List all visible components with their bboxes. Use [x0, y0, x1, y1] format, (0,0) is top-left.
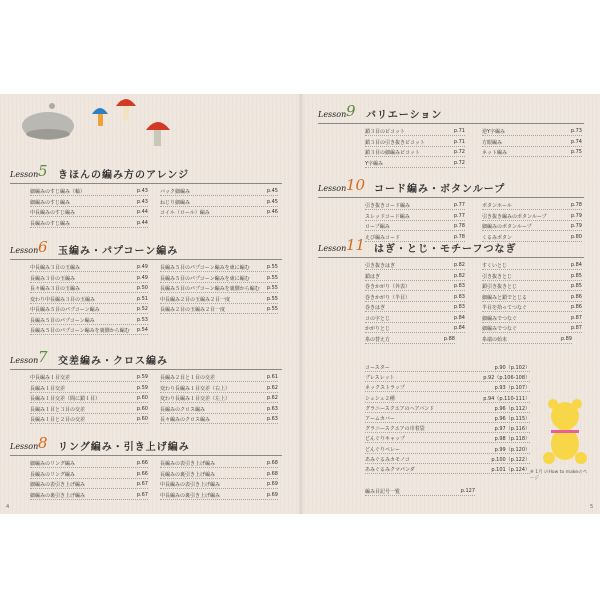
toc-item-page: p.60 [136, 405, 148, 412]
lesson-word: Lesson [318, 110, 347, 119]
beret-illustration [18, 96, 78, 144]
mushroom-illustrations [88, 94, 188, 154]
toc-item-label: 引き抜き編みのボタンループ [482, 213, 547, 220]
toc-item[interactable] [30, 296, 148, 304]
toc-item[interactable] [482, 304, 582, 312]
project-item[interactable] [365, 415, 530, 423]
toc-item-page: p.59 [136, 384, 148, 391]
toc-item-label: 長編み５目のパプコーン編みを東に編む [160, 275, 250, 282]
project-page: p.100（p.122） [491, 456, 530, 463]
toc-item-page: p.55 [266, 295, 278, 302]
toc-item-page: p.85 [570, 283, 582, 289]
toc-item[interactable] [160, 374, 278, 382]
toc-item-page: p.51 [136, 295, 148, 302]
toc-item-label: 細編みのすじ編み [30, 199, 71, 206]
toc-item[interactable] [30, 492, 148, 500]
toc-item-label: 鎖３目の引き抜きピコット [365, 139, 425, 146]
toc-item[interactable] [30, 395, 148, 403]
toc-item[interactable] [482, 273, 582, 281]
project-label: どんぐりキャップ [365, 436, 406, 443]
project-item[interactable] [365, 374, 530, 382]
toc-item-label: バック細編み [160, 189, 191, 195]
toc-item-page: p.60 [136, 416, 148, 422]
toc-item[interactable] [160, 199, 278, 207]
toc-item-label: 半目を拾ってつなぐ [482, 305, 528, 311]
toc-item-label: 長編み１目交差 [30, 385, 66, 392]
toc-item-label: Y字編み [365, 160, 384, 167]
toc-item-page: p.45 [266, 188, 278, 194]
toc-item-label: 細編みの裏引き上げ編み [30, 492, 86, 499]
toc-item[interactable] [160, 481, 278, 489]
toc-item-page: p.80 [570, 233, 582, 240]
toc-item-label: 細編みのボタンループ [482, 224, 532, 230]
lesson-word: Lesson [318, 244, 347, 253]
toc-item[interactable] [30, 317, 148, 325]
toc-item-label: 中長編みの表引き上げ編み [160, 482, 221, 488]
toc-item[interactable] [160, 188, 278, 196]
toc-item-label: 逆Y字編み [482, 129, 506, 135]
toc-item-page: p.67 [136, 481, 148, 487]
project-page: p.96（p.112） [494, 405, 530, 412]
toc-item-label: 方眼編み [482, 139, 503, 146]
toc-item-page: p.82 [453, 272, 465, 279]
lesson-number: 8 [38, 434, 48, 452]
toc-item-page: p.54 [136, 327, 148, 333]
toc-item-page: p.87 [570, 325, 582, 331]
toc-item-label: 長編みの裏引き上げ編み [160, 471, 216, 478]
toc-item-page: p.63 [266, 416, 278, 422]
project-item[interactable] [365, 384, 530, 392]
project-page: p.92（p.106-108） [483, 375, 530, 382]
project-page: p.94（p.110-111） [483, 395, 530, 402]
toc-item-label: 長編みのリング編み [30, 471, 75, 478]
toc-item[interactable] [30, 199, 148, 207]
toc-item[interactable] [160, 264, 278, 272]
toc-item-page: p.72 [453, 149, 465, 155]
toc-item[interactable] [30, 460, 148, 468]
toc-item-page: p.61 [266, 374, 278, 380]
project-label: あみぐるみクマパンダ [365, 467, 415, 473]
toc-item-label: 長編み２目と１目の交差 [160, 375, 216, 381]
toc-item-page: p.87 [570, 314, 582, 321]
toc-glossary[interactable]: 編み目記号一覧 p.127 [365, 488, 475, 495]
toc-item[interactable] [482, 202, 582, 210]
lesson-title[interactable]: 交差編み・クロス編み [58, 356, 168, 367]
lesson-word: Lesson [10, 246, 39, 255]
toc-item-label: 細編みでつなぐ [482, 315, 518, 322]
toc-item-label: 長編みのすじ編み [30, 220, 71, 227]
toc-item-page: p.62 [266, 384, 278, 391]
book-spread [0, 94, 600, 514]
toc-item-label: 鎖引き抜きとじ [482, 284, 518, 290]
lesson-rule [10, 183, 282, 184]
toc-item[interactable] [365, 213, 465, 221]
lesson-number: 11 [346, 236, 366, 254]
toc-item-page: p.67 [136, 491, 148, 498]
toc-item-page: p.74 [570, 138, 582, 145]
toc-item-page: p.73 [570, 128, 582, 134]
toc-item[interactable] [160, 209, 278, 217]
toc-item[interactable] [30, 471, 148, 479]
lesson-5 [10, 162, 288, 186]
toc-item-page: p.78 [453, 223, 465, 229]
toc-item-page: p.50 [136, 285, 148, 291]
toc-item[interactable] [482, 149, 582, 157]
toc-item[interactable] [30, 406, 148, 414]
project-label: あみぐるみカモノコ [365, 456, 410, 463]
toc-item[interactable] [30, 275, 148, 283]
toc-item[interactable] [160, 395, 278, 403]
toc-item-label: 引き抜きとじ [482, 273, 513, 280]
toc-item[interactable] [365, 202, 465, 210]
toc-item-page: p.44 [136, 209, 148, 215]
toc-item-label: 変わり長編み１目交差（左上） [160, 396, 231, 402]
project-label: グラニースクエアの巾着袋 [365, 426, 425, 433]
project-item[interactable] [365, 456, 530, 464]
lesson-word: Lesson [10, 442, 39, 451]
toc-item-page: p.69 [266, 491, 278, 498]
toc-item-page: p.49 [136, 264, 148, 270]
toc-item[interactable] [30, 327, 148, 335]
lesson-7 [10, 348, 288, 372]
toc-item-page: p.78 [453, 233, 465, 240]
toc-item[interactable] [30, 374, 148, 382]
toc-item[interactable] [365, 128, 465, 136]
toc-extra-right[interactable]: 糸端の始末 p.89 [482, 336, 572, 343]
toc-item-label: 中長編み１目交差 [30, 375, 71, 381]
toc-item-label: 長編み３目の玉編み [30, 275, 76, 282]
lesson-rule [318, 257, 584, 258]
toc-item-label: 細編みのすじ編み（輪） [30, 189, 86, 195]
toc-item-label: 細編みの表引き上げ編み [30, 482, 86, 488]
toc-item-page: p.85 [570, 272, 582, 279]
toc-item[interactable] [30, 209, 148, 217]
toc-item-label: 引き抜きコード編み [365, 203, 411, 209]
toc-item-page: p.86 [570, 293, 582, 300]
toc-item[interactable] [365, 283, 465, 291]
lesson-title[interactable]: リング編み・引き上げ編み [58, 442, 190, 453]
toc-item[interactable] [482, 315, 582, 323]
lesson-rule [10, 455, 282, 456]
project-page: p.90（p.102） [494, 365, 530, 371]
toc-item-label: 長編み１目と２目の交差 [30, 417, 86, 423]
lesson-title[interactable]: バリエーション [366, 110, 443, 121]
toc-item-page: p.49 [136, 274, 148, 281]
lesson-9 [318, 102, 590, 126]
project-label: アームカバー [365, 416, 395, 422]
toc-item-label: くるみボタン [482, 234, 513, 241]
toc-item[interactable] [30, 306, 148, 314]
lesson-word: Lesson [318, 184, 347, 193]
teddy-bear-illustration [535, 398, 595, 468]
toc-item-page: p.77 [453, 212, 465, 219]
toc-item-label: 巻きはぎ [365, 305, 386, 311]
toc-item[interactable] [160, 406, 278, 414]
lesson-6 [10, 238, 288, 262]
lesson-title[interactable]: 玉編み・パプコーン編み [58, 246, 179, 257]
toc-item[interactable] [482, 325, 582, 333]
toc-item-page: p.60 [136, 395, 148, 401]
toc-item-label: 変わり中長編み３目の玉編み [30, 296, 96, 303]
toc-item-label: 長編み５目のパプコーン編みを東に編む [160, 265, 250, 271]
lesson-number: 5 [38, 162, 48, 180]
toc-item-page: p.44 [136, 219, 148, 226]
toc-item-page: p.84 [453, 325, 465, 331]
toc-item[interactable] [160, 306, 278, 314]
toc-item-label: 長編みのクロス編み [160, 406, 206, 413]
toc-item-label: 長々編みのクロス編み [160, 417, 211, 423]
project-label: グラニースクエアのヘアバンド [365, 405, 435, 412]
project-page: p.93（p.107） [494, 385, 530, 392]
toc-item[interactable] [365, 160, 465, 168]
toc-item-page: p.79 [570, 212, 582, 219]
toc-item-page: p.66 [136, 460, 148, 466]
toc-item-page: p.86 [570, 304, 582, 310]
toc-item-label: 中長編みのすじ編み [30, 210, 76, 216]
toc-item-label: えび編みコード [365, 234, 401, 241]
toc-item[interactable] [30, 481, 148, 489]
toc-item[interactable] [482, 234, 582, 242]
toc-item[interactable] [365, 325, 465, 333]
toc-item[interactable] [482, 139, 582, 147]
lesson-rule [318, 123, 584, 124]
project-item[interactable] [365, 364, 530, 372]
toc-item[interactable] [160, 275, 278, 283]
toc-item-label: 中長編み３目の玉編み [30, 265, 81, 271]
toc-item-label: 巻きかがり（外表） [365, 284, 411, 290]
toc-item-label: 長編みの表引き上げ編み [160, 461, 216, 467]
project-item[interactable] [365, 395, 530, 403]
toc-item-label: 長編み２目の玉編み２目一度 [160, 307, 226, 313]
toc-item[interactable] [30, 285, 148, 293]
toc-item-label: 鎖３目の細編みピコット [365, 150, 420, 156]
toc-item-page: p.55 [266, 274, 278, 281]
toc-item[interactable] [160, 416, 278, 424]
lesson-number: 9 [346, 102, 356, 120]
toc-item[interactable] [160, 385, 278, 393]
toc-item-label: 引き抜きはぎ [365, 263, 396, 269]
project-page: p.101（p.124） [491, 467, 530, 473]
lesson-10 [318, 176, 590, 200]
project-item[interactable] [365, 425, 530, 433]
project-label: ブレスレット [365, 375, 395, 382]
toc-item-label: 細編みでつなぐ [482, 326, 518, 332]
toc-item-label: ねじり細編み [160, 199, 191, 206]
toc-item-label: 中長編み５目のパプコーン編み [30, 307, 100, 313]
toc-item-label: 長編み５目のパプコーン編みを裏側から編む [160, 286, 260, 292]
toc-item-label: コイル（ロール）編み [160, 210, 210, 216]
toc-item-page: p.82 [453, 262, 465, 268]
toc-item[interactable] [365, 304, 465, 312]
toc-item-label: 長編み１目と３目の交差 [30, 406, 86, 413]
project-item[interactable] [365, 466, 530, 474]
toc-item-page: p.78 [570, 202, 582, 208]
lesson-title[interactable]: コード編み・ボタンループ [374, 184, 506, 195]
toc-extra-left[interactable]: 糸の替え方 p.88 [365, 336, 455, 343]
toc-item[interactable] [160, 471, 278, 479]
toc-item-page: p.63 [266, 405, 278, 412]
lesson-title[interactable]: きほんの編み方のアレンジ [58, 170, 190, 181]
toc-item[interactable] [30, 264, 148, 272]
lesson-8 [10, 434, 288, 458]
project-page: p.99（p.120） [494, 446, 530, 453]
project-page: p.98（p.118） [494, 436, 530, 443]
toc-item[interactable] [160, 492, 278, 500]
lesson-number: 7 [38, 348, 48, 366]
toc-item-label: 中長編みの裏引き上げ編み [160, 492, 221, 499]
toc-item[interactable] [160, 460, 278, 468]
toc-item-label: 長編み５目のパプコーン編みを裏側から編む [30, 328, 130, 334]
toc-item[interactable] [30, 188, 148, 196]
project-label: ネックストラップ [365, 385, 405, 392]
toc-item[interactable] [365, 315, 465, 323]
toc-item-page: p.83 [453, 304, 465, 310]
toc-item[interactable] [160, 285, 278, 293]
lesson-word: Lesson [10, 170, 39, 179]
toc-item-label: すくいとじ [482, 263, 508, 269]
toc-item-page: p.68 [266, 470, 278, 477]
toc-item[interactable] [30, 416, 148, 424]
toc-item-page: p.84 [453, 314, 465, 321]
project-item[interactable] [365, 435, 530, 443]
lesson-rule [10, 369, 282, 370]
toc-item[interactable] [365, 234, 465, 242]
toc-item[interactable] [160, 296, 278, 304]
toc-item-page: p.52 [136, 306, 148, 312]
project-page: p.96（p.115） [494, 416, 530, 422]
project-label: シュシュ２種 [365, 395, 395, 402]
toc-item-page: p.72 [453, 159, 465, 166]
toc-item-page: p.71 [453, 138, 465, 145]
toc-item-label: かがりとじ [365, 326, 391, 332]
project-item[interactable] [365, 405, 530, 413]
toc-item[interactable] [30, 220, 148, 228]
toc-item-label: 鎖３目のピコット [365, 129, 405, 135]
toc-item[interactable] [365, 273, 465, 281]
project-item[interactable] [365, 446, 530, 454]
toc-item[interactable] [365, 223, 465, 231]
toc-item-label: 細編みと鎖でとじる [482, 294, 528, 301]
toc-item-page: p.46 [266, 209, 278, 215]
project-page: p.97（p.116） [494, 426, 530, 433]
toc-item[interactable] [365, 262, 465, 270]
lesson-number: 10 [346, 176, 366, 194]
toc-item-label: 中長編み２目の玉編み２目一度 [160, 296, 231, 303]
toc-item-label: 長々編み３目の玉編み [30, 286, 81, 292]
toc-item[interactable] [482, 283, 582, 291]
toc-item-page: p.79 [570, 223, 582, 229]
lesson-rule [318, 197, 584, 198]
toc-item-page: p.83 [453, 283, 465, 289]
toc-item-page: p.59 [136, 374, 148, 380]
toc-item-page: p.71 [453, 128, 465, 134]
toc-item-page: p.43 [136, 188, 148, 194]
toc-item-page: p.68 [266, 460, 278, 466]
toc-item-page: p.53 [136, 316, 148, 323]
toc-item-page: p.84 [570, 262, 582, 268]
toc-item[interactable] [482, 223, 582, 231]
toc-item-page: p.66 [136, 470, 148, 477]
toc-item[interactable] [482, 262, 582, 270]
page-number-left: 4 [6, 504, 10, 510]
toc-item[interactable] [482, 213, 582, 221]
lesson-number: 6 [38, 238, 48, 256]
toc-item-label: 長編み５目のパプコーン編み [30, 317, 95, 324]
illustration-caption: ※ 1月 のHow to makeのページ [530, 470, 588, 481]
toc-item-label: 鎖はぎ [365, 273, 381, 280]
toc-item-label: 長編み１目交差（間に鎖１目） [30, 396, 101, 402]
toc-item[interactable] [365, 149, 465, 157]
toc-item-page: p.62 [266, 395, 278, 401]
toc-item-page: p.55 [266, 285, 278, 291]
toc-item-label: コの字とじ [365, 315, 391, 322]
toc-item-page: p.45 [266, 198, 278, 205]
toc-item-page: p.77 [453, 202, 465, 208]
toc-item[interactable] [482, 294, 582, 302]
project-label: どんぐりベレー [365, 446, 401, 453]
toc-item[interactable] [365, 294, 465, 302]
project-label: コースター [365, 365, 390, 371]
toc-item-page: p.69 [266, 481, 278, 487]
toc-item[interactable] [482, 128, 582, 136]
toc-item[interactable] [365, 139, 465, 147]
toc-item-page: p.55 [266, 306, 278, 312]
lesson-title[interactable]: はぎ・とじ・モチーフつなぎ [374, 244, 517, 255]
toc-item-label: 細編みのリング編み [30, 461, 75, 467]
toc-item-label: 巻きかがり（半目） [365, 294, 411, 301]
toc-item-label: スレッドコード編み [365, 213, 410, 220]
toc-item-page: p.75 [570, 149, 582, 155]
lesson-word: Lesson [10, 356, 39, 365]
toc-item-label: ネット編み [482, 150, 508, 156]
toc-item-page: p.83 [453, 293, 465, 300]
lesson-rule [10, 259, 282, 260]
toc-item-page: p.55 [266, 264, 278, 270]
book-gutter [298, 94, 304, 514]
toc-item-label: ボタンホール [482, 203, 512, 209]
toc-item-label: ロープ編み [365, 224, 390, 230]
toc-item[interactable] [30, 385, 148, 393]
toc-item-label: 変わり長編み１目交差（右上） [160, 385, 231, 392]
page-number-right: 5 [590, 504, 594, 510]
toc-item-page: p.43 [136, 198, 148, 205]
